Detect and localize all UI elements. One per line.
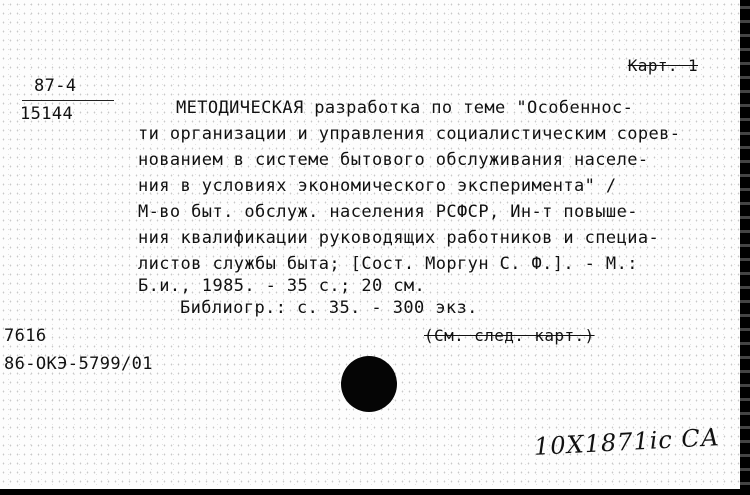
description-line: листов службы быта; [Сост. Моргун С. Ф.]. - М.: xyxy=(138,254,638,274)
description-line: МЕТОДИЧЕСКАЯ разработка по теме "Особеннос- xyxy=(176,98,634,118)
description-line: нованием в системе бытового обслуживания населе- xyxy=(138,150,649,170)
handwritten-note: 10X1871ic СА xyxy=(533,423,721,461)
card-edge-right xyxy=(740,0,750,495)
description-line: ния в условиях экономического эксперимента" / xyxy=(138,176,617,196)
card-number: Карт. 1 xyxy=(627,56,698,75)
bibliography-line: Библиогр.: с. 35. - 300 экз. xyxy=(180,298,478,318)
next-card-note: (См. след. карт.) xyxy=(424,326,595,345)
description-line: ти организации и управления социалистическим сорев- xyxy=(138,124,681,144)
description-line: М-во быт. обслуж. населения РСФСР, Ин-т повыше- xyxy=(138,202,638,222)
description-line: Б.и., 1985. - 35 с.; 20 см. xyxy=(138,276,426,296)
punch-hole xyxy=(341,356,397,412)
registration-number: 7616 xyxy=(4,326,47,346)
description-line: ния квалификации руководящих работников и специа- xyxy=(138,228,660,248)
code-divider xyxy=(22,100,114,101)
classification-code-bottom: 15144 xyxy=(20,104,74,124)
card-edge-bottom xyxy=(0,489,750,495)
order-number: 86-ОКЭ-5799/01 xyxy=(4,354,153,374)
classification-code-top: 87-4 xyxy=(34,76,77,96)
